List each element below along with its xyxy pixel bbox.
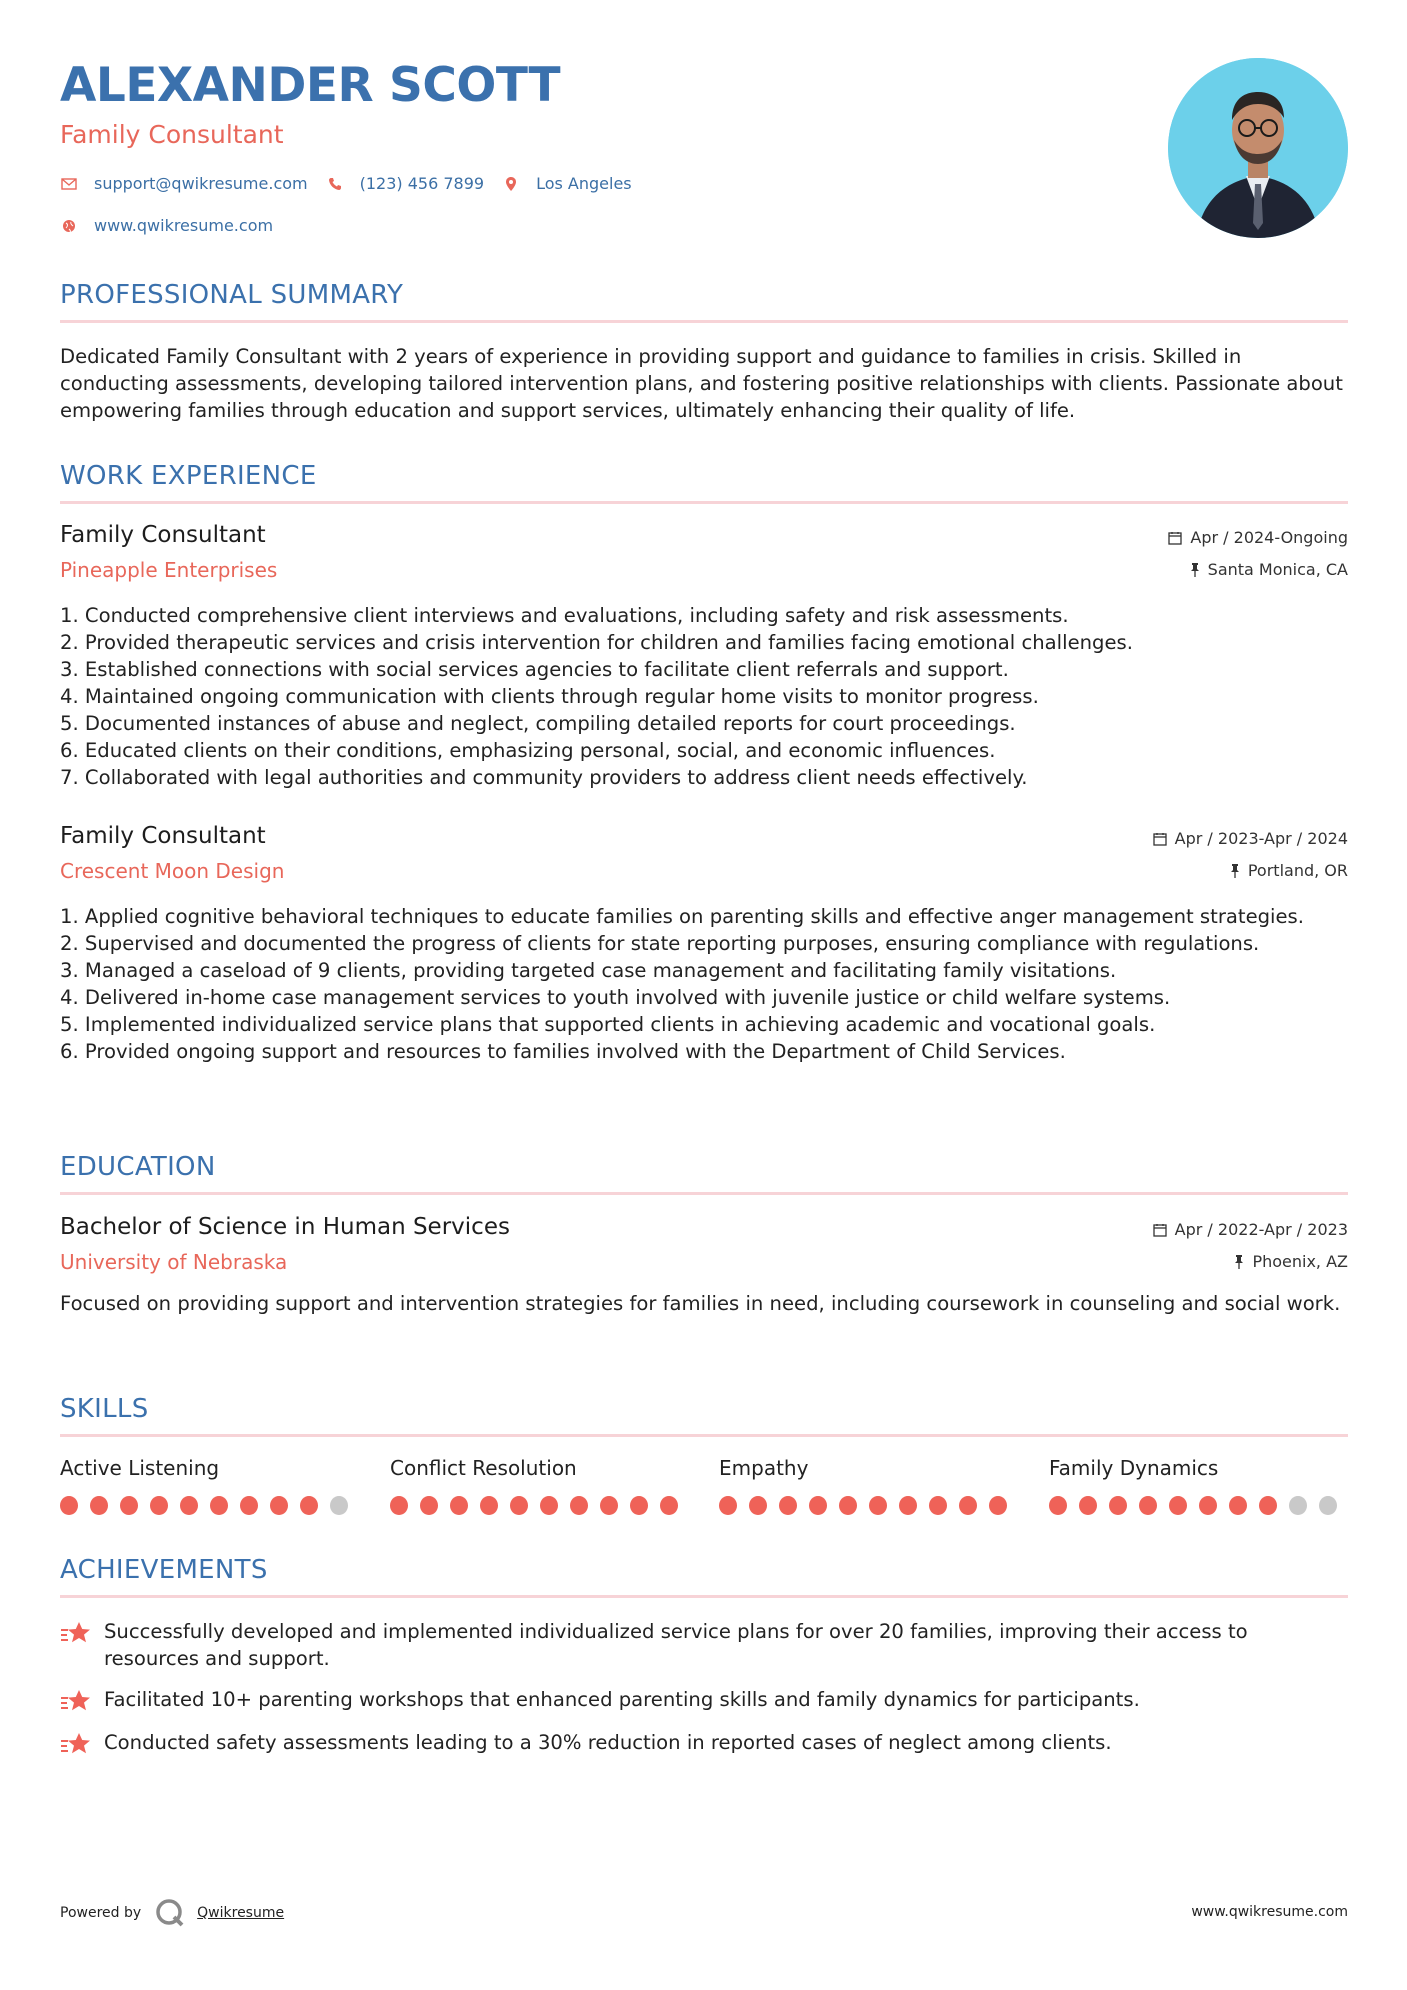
list-item: 1. Applied cognitive behavioral techniques to educate families on parenting skills and effective anger management strategies. [60, 905, 1304, 928]
job-date [1168, 528, 1348, 547]
pushpin-icon [1230, 864, 1240, 878]
summary-heading: PROFESSIONAL SUMMARY [60, 280, 1348, 323]
skill-name: Empathy [719, 1456, 809, 1480]
achievement-text: Facilitated 10+ parenting workshops that enhanced parenting skills and family dynamics for participants. [104, 1688, 1140, 1711]
education-location [1234, 1252, 1348, 1271]
rating-dot-filled [660, 1496, 678, 1515]
job-location [1230, 861, 1348, 880]
job-company: Crescent Moon Design [60, 859, 285, 883]
rating-dot-filled [600, 1496, 618, 1515]
rating-dot-filled [1139, 1496, 1157, 1515]
footer-url[interactable]: www.qwikresume.com [1191, 1904, 1348, 1920]
phone-text: (123) 456 7899 [359, 174, 485, 193]
resume-header [60, 58, 1348, 258]
job-location-text: Santa Monica, CA [1207, 560, 1348, 579]
rating-dot-filled [1229, 1496, 1247, 1515]
job-entry [60, 522, 1348, 792]
rating-dot-filled [1169, 1496, 1187, 1515]
skills-heading: SKILLS [60, 1394, 1348, 1437]
skill-rating [390, 1496, 690, 1515]
contact-row [60, 174, 650, 193]
rating-dot-filled [779, 1496, 797, 1515]
rating-dot-filled [839, 1496, 857, 1515]
list-item [60, 1618, 1348, 1672]
job-location [1190, 560, 1348, 579]
rating-dot-filled [1109, 1496, 1127, 1515]
list-item [60, 1686, 1348, 1718]
achievements-heading: ACHIEVEMENTS [60, 1555, 1348, 1598]
achievement-text: Conducted safety assessments leading to a 30% reduction in reported cases of neglect among clients. [104, 1731, 1112, 1754]
job-title: Family Consultant [60, 522, 266, 548]
contact-row-web [60, 216, 291, 235]
rating-dot-filled [480, 1496, 498, 1515]
list-item: 1. Conducted comprehensive client interviews and evaluations, including safety and risk assessments. [60, 604, 1069, 627]
rating-dot-filled [869, 1496, 887, 1515]
rating-dot-filled [300, 1496, 318, 1515]
rating-dot-filled [1079, 1496, 1097, 1515]
rating-dot-filled [1049, 1496, 1067, 1515]
contact-phone[interactable] [326, 174, 484, 193]
resume-page [60, 0, 1348, 1990]
rating-dot-filled [929, 1496, 947, 1515]
rating-dot-filled [749, 1496, 767, 1515]
rating-dot-filled [510, 1496, 528, 1515]
rating-dot-filled [719, 1496, 737, 1515]
rating-dot-filled [420, 1496, 438, 1515]
job-bullets [60, 602, 1348, 791]
skill-rating [1049, 1496, 1349, 1515]
qwikresume-logo-icon [155, 1898, 185, 1928]
skill-name: Family Dynamics [1049, 1456, 1219, 1480]
powered-by-label: Powered by [60, 1905, 142, 1921]
rating-dot-filled [180, 1496, 198, 1515]
skill-name: Active Listening [60, 1456, 220, 1480]
avatar [1168, 58, 1348, 238]
map-pin-icon [502, 175, 520, 193]
job-date [1153, 829, 1348, 848]
location-text: Los Angeles [536, 174, 632, 193]
rating-dot-filled [210, 1496, 228, 1515]
skill-item [1049, 1456, 1349, 1515]
job-title: Family Consultant [60, 823, 266, 849]
rating-dot-filled [1259, 1496, 1277, 1515]
skill-name: Conflict Resolution [390, 1456, 577, 1480]
rating-dot-filled [90, 1496, 108, 1515]
star-award-icon [60, 1618, 92, 1650]
experience-heading: WORK EXPERIENCE [60, 461, 1348, 504]
job-location-text: Portland, OR [1247, 861, 1348, 880]
job-date-text: Apr / 2023-Apr / 2024 [1174, 829, 1348, 848]
achievement-text: Successfully developed and implemented individualized service plans for over 20 families, improving their access to resources and support. [104, 1620, 1248, 1670]
pushpin-icon [1234, 1255, 1244, 1269]
list-item: 3. Managed a caseload of 9 clients, providing targeted case management and facilitating family visitations. [60, 959, 1117, 982]
school-name: University of Nebraska [60, 1250, 288, 1274]
rating-dot-filled [809, 1496, 827, 1515]
list-item: 6. Educated clients on their conditions, emphasizing personal, social, and economic influences. [60, 739, 996, 762]
calendar-icon [1153, 1223, 1167, 1237]
education-location-text: Phoenix, AZ [1252, 1252, 1348, 1271]
rating-dot-filled [390, 1496, 408, 1515]
rating-dot-filled [899, 1496, 917, 1515]
skill-item [390, 1456, 690, 1515]
education-entry [60, 1214, 1348, 1344]
list-item: 4. Maintained ongoing communication with clients through regular home visits to monitor progress. [60, 685, 1039, 708]
rating-dot-filled [989, 1496, 1007, 1515]
rating-dot-filled [959, 1496, 977, 1515]
skill-item [719, 1456, 1019, 1515]
list-item: 3. Established connections with social services agencies to facilitate client referrals and support. [60, 658, 1009, 681]
rating-dot-filled [60, 1496, 78, 1515]
candidate-name: ALEXANDER SCOTT [60, 58, 561, 113]
rating-dot-empty [1319, 1496, 1337, 1515]
rating-dot-filled [120, 1496, 138, 1515]
rating-dot-filled [270, 1496, 288, 1515]
calendar-icon [1168, 531, 1182, 545]
globe-icon [60, 217, 78, 235]
education-date-text: Apr / 2022-Apr / 2023 [1174, 1220, 1348, 1239]
page-footer [60, 1898, 1348, 1928]
education-description: Focused on providing support and intervention strategies for families in need, including coursework in counseling and social work. [60, 1292, 1341, 1315]
list-item: 5. Documented instances of abuse and neglect, compiling detailed reports for court proceedings. [60, 712, 1016, 735]
phone-icon [326, 175, 344, 193]
skills-grid [60, 1456, 1348, 1526]
job-entry [60, 823, 1348, 1093]
contact-location [502, 174, 632, 193]
rating-dot-filled [450, 1496, 468, 1515]
job-bullets [60, 903, 1348, 1065]
rating-dot-empty [330, 1496, 348, 1515]
brand-link[interactable]: Qwikresume [197, 1905, 285, 1921]
rating-dot-filled [240, 1496, 258, 1515]
rating-dot-filled [150, 1496, 168, 1515]
pushpin-icon [1190, 563, 1200, 577]
star-award-icon [60, 1686, 92, 1718]
list-item: 2. Provided therapeutic services and crisis intervention for children and families facing emotional challenges. [60, 631, 1133, 654]
education-heading: EDUCATION [60, 1152, 1348, 1195]
candidate-role: Family Consultant [60, 120, 284, 149]
list-item: 5. Implemented individualized service plans that supported clients in achieving academic and vocational goals. [60, 1013, 1156, 1036]
envelope-icon [60, 175, 78, 193]
email-text: support@qwikresume.com [94, 174, 308, 193]
star-award-icon [60, 1729, 92, 1761]
rating-dot-empty [1289, 1496, 1307, 1515]
rating-dot-filled [570, 1496, 588, 1515]
list-item: 7. Collaborated with legal authorities and community providers to address client needs effectively. [60, 766, 1028, 789]
skill-rating [60, 1496, 360, 1515]
job-company: Pineapple Enterprises [60, 558, 278, 582]
list-item: 4. Delivered in-home case management services to youth involved with juvenile justice or child welfare systems. [60, 986, 1171, 1009]
education-date [1153, 1220, 1348, 1239]
powered-by [60, 1898, 284, 1928]
contact-email[interactable] [60, 174, 308, 193]
contact-website[interactable] [60, 216, 273, 235]
job-date-text: Apr / 2024-Ongoing [1190, 528, 1348, 547]
rating-dot-filled [1199, 1496, 1217, 1515]
calendar-icon [1153, 832, 1167, 846]
skill-item [60, 1456, 360, 1515]
skill-rating [719, 1496, 1019, 1515]
list-item [60, 1729, 1348, 1761]
rating-dot-filled [540, 1496, 558, 1515]
rating-dot-filled [630, 1496, 648, 1515]
degree-title: Bachelor of Science in Human Services [60, 1214, 510, 1240]
website-text: www.qwikresume.com [94, 216, 274, 235]
summary-text: Dedicated Family Consultant with 2 years of experience in providing support and guidance to families in crisis. Skilled in conducting assessments, developing tailored intervention plans, and fostering positive relationships with clients. Passionate about empowering families through education and support services, ultimately enhancing their quality of life. [60, 345, 1343, 422]
list-item: 6. Provided ongoing support and resources to families involved with the Department of Child Services. [60, 1040, 1066, 1063]
list-item: 2. Supervised and documented the progress of clients for state reporting purposes, ensuring compliance with regulations. [60, 932, 1260, 955]
